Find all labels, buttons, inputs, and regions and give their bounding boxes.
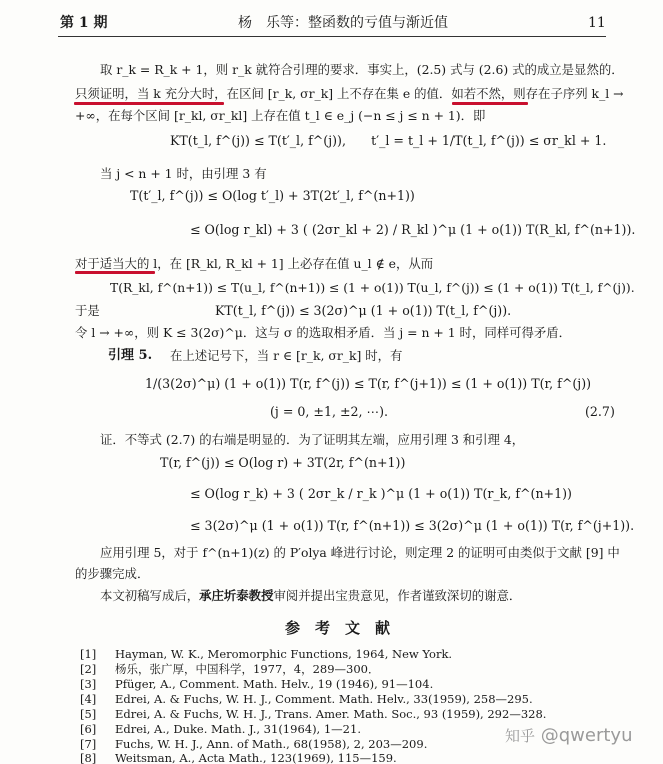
reference-number: [2]	[80, 662, 97, 676]
text-line: 证．不等式 (2.7) 的右端是明显的．为了证明其左端，应用引理 3 和引理 4，	[100, 432, 525, 447]
ack-part: 本文初稿写成后，	[100, 588, 200, 603]
text-line: +∞，在每个区间 [r_kl, σr_kl] 上存在值 t_l ∈ e_j (−n ≤ j ≤ n + 1)．即	[75, 108, 486, 123]
text-line: 令 l → +∞，则 K ≤ 3(2σ)^μ．这与 σ 的选取相矛盾．当 j = n + 1 时，同样可得矛盾．	[75, 325, 572, 340]
reference-number: [3]	[80, 677, 97, 691]
reference-text: Edrei, A., Duke. Math. J., 31(1964), 1—21.	[115, 722, 361, 736]
page-number: 11	[588, 15, 606, 31]
reference-text: Weitsman, A., Acta Math., 123(1969), 115—159.	[115, 751, 397, 764]
equation: KT(t_l, f^(j)) ≤ 3(2σ)^μ (1 + o(1)) T(t_l, f^(j)).	[215, 303, 512, 318]
references-heading: 参 考 文 献	[285, 619, 391, 637]
text-line: 的步骤完成．	[75, 566, 150, 581]
watermark-user: @qwertyu	[540, 725, 633, 746]
reference-text: Pfüger, A., Comment. Math. Helv., 19 (1946), 91—104.	[115, 677, 434, 691]
reference-number: [1]	[80, 647, 97, 661]
reference-text: Edrei, A. & Fuchs, W. H. J., Comment. Math. Helv., 33(1959), 258—295.	[115, 692, 533, 706]
reference-number: [4]	[80, 692, 97, 706]
running-title: 杨 乐等：整函数的亏值与渐近值	[238, 15, 448, 31]
reference-text: Hayman, W. K., Meromorphic Functions, 1964, New York.	[115, 647, 453, 661]
reference-number: [6]	[80, 722, 97, 736]
text-line: 取 r_k = R_k + 1，则 r_k 就符合引理的要求．事实上，(2.5) 式与 (2.6) 式的成立是显然的．	[100, 62, 624, 77]
reference-text: 杨乐，张广厚，中国科学，1977，4，289—300．	[115, 662, 380, 676]
text-line: 只须证明，当 k 充分大时，在区间 [r_k, σr_k] 上不存在集 e 的值．如若不然，则存在子序列 k_l →	[75, 86, 624, 101]
issue-number: 第 1 期	[60, 15, 108, 31]
acknowledgement	[100, 588, 521, 604]
ack-part: 审阅并提出宝贵意见，作者谨致深切的谢意．	[273, 588, 522, 603]
reference-number: [7]	[80, 737, 97, 751]
equation: T(t′_l, f^(j)) ≤ O(log t′_l) + 3T(2t′_l, f^(n+1))	[130, 188, 415, 203]
text-line: 对于适当大的 l，在 [R_kl, R_kl + 1] 上必存在值 u_l ∉ e，从而	[75, 256, 434, 271]
equation: (j = 0, ±1, ±2, ⋯).	[270, 404, 389, 419]
reference-text: Fuchs, W. H. J., Ann. of Math., 68(1958), 2, 203—209.	[115, 737, 428, 751]
reference-number: [8]	[80, 751, 97, 764]
zhihu-logo: 知乎	[505, 727, 536, 745]
equation: ≤ O(log r_kl) + 3 ( (2σr_kl + 2) / R_kl )^μ (1 + o(1)) T(R_kl, f^(n+1)).	[190, 222, 636, 237]
equation: ≤ 3(2σ)^μ (1 + o(1)) T(r, f^(n+1)) ≤ 3(2σ)^μ (1 + o(1)) T(r, f^(j+1)).	[190, 518, 635, 533]
equation: T(r, f^(j)) ≤ O(log r) + 3T(2r, f^(n+1))	[160, 455, 406, 470]
reference-text: Edrei, A. & Fuchs, W. H. J., Trans. Amer. Math. Soc., 93 (1959), 292—328.	[115, 707, 547, 721]
equation: 1/(3(2σ)^μ) (1 + o(1)) T(r, f^(j)) ≤ T(r, f^(j+1)) ≤ (1 + o(1)) T(r, f^(j))	[145, 376, 592, 391]
header-rule	[58, 36, 606, 37]
highlight-underline	[74, 102, 224, 105]
equation: ≤ O(log r_k) + 3 ( 2σr_k / r_k )^μ (1 + o(1)) T(r_k, f^(n+1))	[190, 486, 572, 501]
text-line: 于是	[75, 303, 100, 318]
text-line: 在上述记号下，当 r ∈ [r_k, σr_k] 时，有	[170, 348, 403, 363]
equation: T(R_kl, f^(n+1)) ≤ T(u_l, f^(n+1)) ≤ (1 + o(1)) T(u_l, f^(j)) ≤ (1 + o(1)) T(t_l, f^(j)).	[110, 281, 635, 295]
watermark	[505, 725, 633, 747]
reference-number: [5]	[80, 707, 97, 721]
equation: KT(t_l, f^(j)) ≤ T(t′_l, f^(j)), t′_l = t_l + 1/T(t_l, f^(j)) ≤ σr_kl + 1.	[170, 133, 607, 148]
equation-number: (2.7)	[585, 404, 615, 419]
text-line: 应用引理 5，对于 f^(n+1)(z) 的 P′olya 峰进行讨论，则定理 2 的证明可由类似于文献 [9] 中	[100, 545, 620, 560]
text-line: 当 j < n + 1 时，由引理 3 有	[100, 166, 267, 181]
highlight-underline	[75, 271, 155, 274]
highlight-underline	[452, 102, 528, 105]
lemma-label: 引理 5.	[108, 348, 153, 363]
ack-part: 承庄圻泰教授	[199, 588, 274, 603]
